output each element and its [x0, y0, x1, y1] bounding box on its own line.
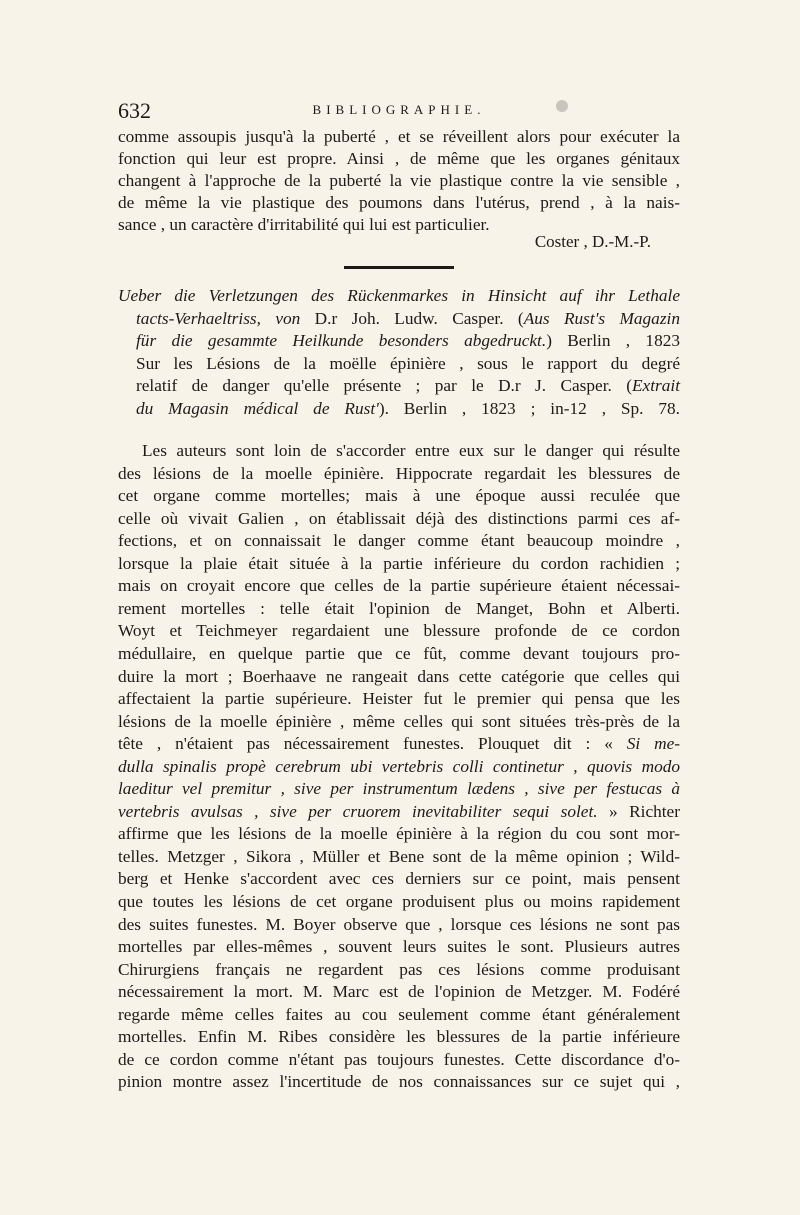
text-run: mortelles. Enfin M. Ribes considère les blessures de la partie inférieure [118, 1027, 680, 1047]
text-run: des lésions de la moelle épinière. Hippocrate regardait les blessures de [118, 463, 680, 483]
text-line [118, 485, 680, 507]
text-line [118, 756, 680, 778]
text-line [118, 285, 680, 307]
text-run: Sur les Lésions de la moëlle épinière , sous le rapport du degré [136, 353, 680, 373]
page-header [118, 98, 680, 124]
text-line [142, 440, 680, 462]
text-line [136, 330, 680, 352]
italic-text: laeditur vel premitur , sive per instrumentum lædens , sive per festucas à [118, 779, 680, 799]
text-line: fonction qui leur est propre. Ainsi , de même que les organes génitaux [118, 149, 680, 168]
text-line [118, 801, 680, 823]
text-run: rement mortelles : telle était l'opinion de Manget, Bohn et Alberti. [118, 598, 680, 618]
text-run: fections, et on connaissait le danger comme étant beaucoup moindre , [118, 531, 680, 551]
text-line [118, 981, 680, 1003]
text-line [118, 778, 680, 800]
text-line [136, 308, 680, 330]
text-line [118, 553, 680, 575]
text-line [118, 891, 680, 913]
italic-text: Extrait [632, 376, 680, 395]
page-number: 632 [118, 98, 151, 123]
italic-text: Aus Rust's Magazin [523, 308, 680, 328]
text-line [136, 375, 680, 397]
text-line [136, 398, 680, 420]
text-run: lésions de la moelle épinière , même celles qui sont situées très-près de la [118, 711, 680, 731]
text-line [118, 666, 680, 688]
text-run: de ce cordon comme n'étant pas toujours funestes. Cette discordance d'o- [118, 1049, 680, 1069]
text-line [118, 463, 680, 485]
text-run: pinion montre assez l'incertitude de nos connaissances sur ce sujet qui , [118, 1072, 680, 1092]
running-head: BIBLIOGRAPHIE. [312, 102, 486, 117]
text-run: telles. Metzger , Sikora , Müller et Bene sont de la même opinion ; Wild- [118, 846, 680, 866]
text-run: ) Berlin , 1823 [546, 331, 680, 350]
text-line [118, 508, 680, 530]
text-line [118, 1071, 680, 1093]
separator-rule [344, 266, 454, 269]
text-line [118, 598, 680, 620]
text-line [118, 711, 680, 733]
text-run: berg et Henke s'accordent avec ces derniers sur ce point, mais pensent [118, 869, 680, 889]
text-line: de même la vie plastique des poumons dans l'utérus, prend , à la nais- [118, 193, 680, 212]
text-line [118, 868, 680, 890]
text-run: cet organe comme mortelles; mais à une époque aussi reculée que [118, 486, 680, 506]
italic-text: Si me- [626, 734, 680, 754]
italic-text: Ueber die Verletzungen des Rückenmarkes in Hinsicht auf ihr Lethale [118, 286, 680, 305]
text-run: affectaient la partie supérieure. Heister fut le premier qui pensa que les [118, 689, 680, 709]
text-run: Chirurgiens français ne regardent pas ces lésions comme produisant [118, 959, 680, 979]
italic-text: tacts-Verhaeltriss, von [136, 308, 315, 328]
text-run: lorsque la plaie était située à la partie inférieure du cordon rachidien ; [118, 553, 680, 573]
text-line [118, 846, 680, 868]
text-run: affirme que les lésions de la moelle épinière à la région du cou sont mor- [118, 824, 680, 844]
text-line: sance , un caractère d'irritabilité qui lui est particulier. [118, 215, 490, 234]
text-run: ). Berlin , 1823 ; in-12 , Sp. 78. [378, 398, 680, 418]
text-line [118, 914, 680, 936]
text-run: Woyt et Teichmeyer regardaient une blessure profonde de ce cordon [118, 621, 680, 641]
text-line [118, 1026, 680, 1048]
text-run: D.r Joh. Ludw. Casper. ( [314, 308, 524, 328]
text-line [118, 643, 680, 665]
text-run: duire la mort ; Boerhaave ne rangeait dans cette catégorie que celles qui [118, 666, 680, 686]
text-line [118, 1004, 680, 1026]
text-run: que toutes les lésions de cet organe produisent plus ou moins rapidement [118, 892, 680, 911]
text-run: celle où vivait Galien , on établissait déjà des distinctions parmi ces af- [118, 508, 680, 528]
text-line [118, 1049, 680, 1071]
italic-text: vertebris avulsas , sive per cruorem inevitabiliter sequi solet. [118, 801, 598, 821]
text-line: changent à l'approche de la puberté la vie plastique contre la vie sensible , [118, 171, 680, 190]
text-run: mortelles par elles-mêmes , souvent leurs suites le sont. Plusieurs autres [118, 937, 680, 957]
text-run: relatif de danger qu'elle présente ; par le D.r J. Casper. ( [136, 376, 632, 395]
italic-text: für die gesammte Heilkunde besonders abgedruckt. [136, 331, 547, 350]
italic-text: dulla spinalis propè cerebrum ubi vertebris colli continetur , quovis modo [118, 756, 680, 776]
text-line [118, 733, 680, 755]
text-run: médullaire, en quelque partie que ce fût, comme devant toujours pro- [118, 643, 680, 663]
text-run: nécessairement la mort. M. Marc est de l'opinion de Metzger. M. Fodéré [118, 982, 680, 1002]
text-line: comme assoupis jusqu'à la puberté , et se réveillent alors pour exécuter la [118, 127, 680, 146]
text-run: Les auteurs sont loin de s'accorder entre eux sur le danger qui résulte [142, 441, 680, 460]
italic-text: du Magasin médical de Rust' [136, 398, 379, 418]
text-line [118, 688, 680, 710]
text-line [118, 959, 680, 981]
text-line [118, 620, 680, 642]
ink-spot [556, 100, 568, 112]
text-line [136, 353, 680, 375]
text-run: tête , n'étaient pas nécessairement funestes. Plouquet dit : « [118, 734, 627, 754]
text-run: regarde même celles faites au cou seulement comme étant généralement [118, 1004, 680, 1024]
text-run: des suites funestes. M. Boyer observe que , lorsque ces lésions ne sont pas [118, 914, 680, 934]
text-line [118, 936, 680, 958]
signature: Coster , D.-M.-P. [534, 232, 651, 251]
text-line [118, 823, 680, 845]
text-run: mais on croyait encore que celles de la partie supérieure étaient nécessai- [118, 576, 680, 596]
text-run: » Richter [597, 801, 680, 821]
text-line [118, 575, 680, 597]
text-line [118, 530, 680, 552]
